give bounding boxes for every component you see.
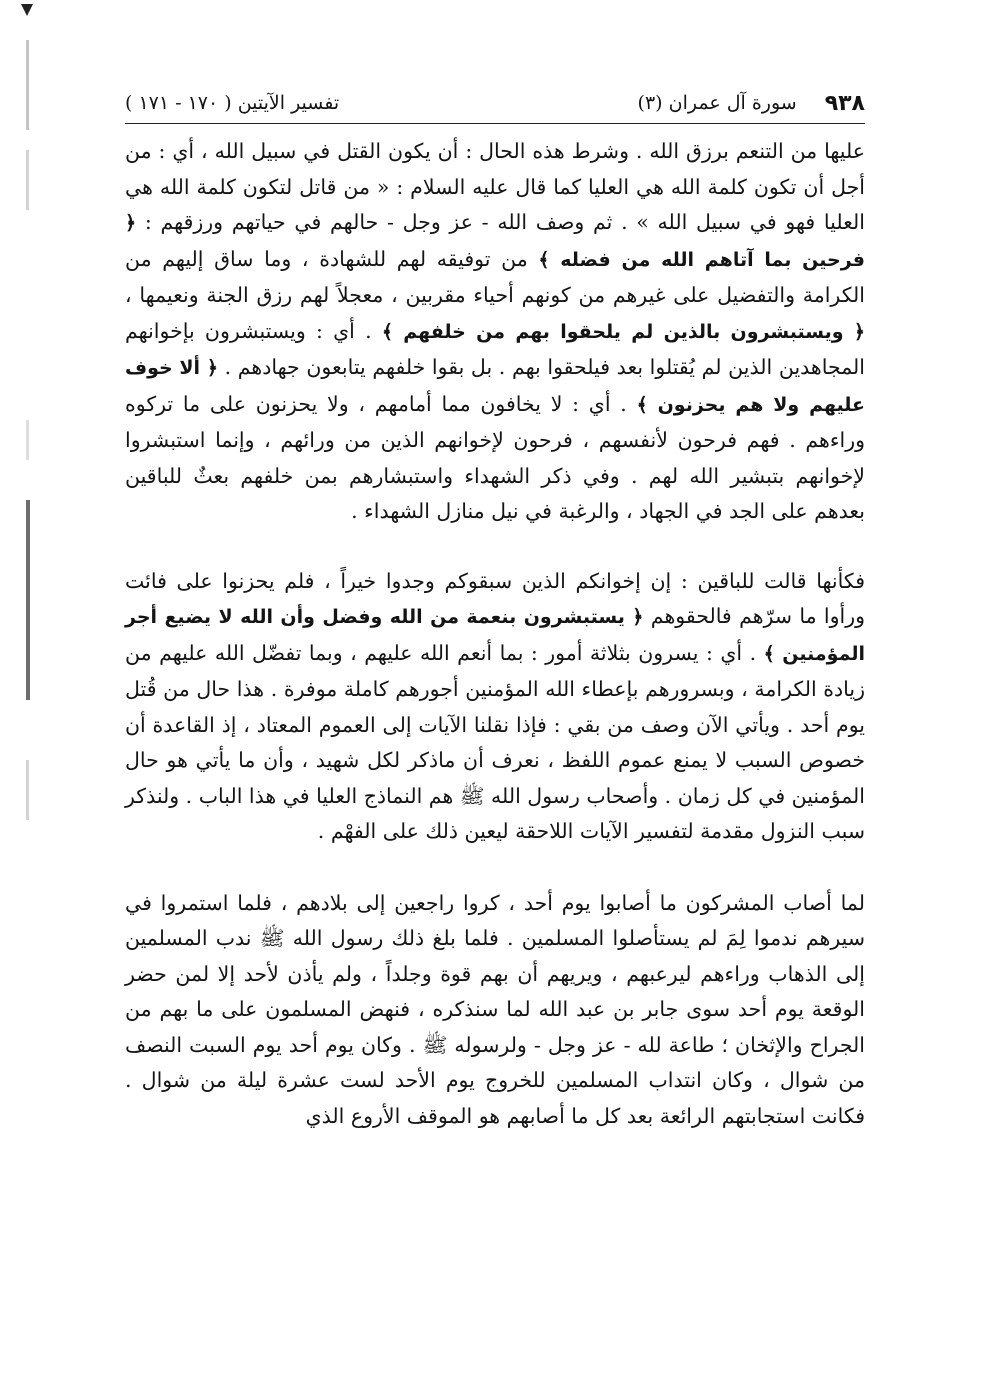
quran-verse: ﴿ ويستبشرون بالذين لم يلحقوا بهم من خلفهم ﴾ (381, 320, 865, 343)
book-page (125, 75, 865, 1134)
paragraph-1 (125, 134, 865, 530)
quran-verse: ﴿ فرحين بما آتاهم الله من فضله ﴾ (125, 212, 865, 271)
paragraph-text: عليها من التنعم برزق الله . وشرط هذه الحال : أن يكون القتل في سبيل الله ، أي : من أجل أن تكون كلمة الله هي العليا كما قال عليه السلام : « من قاتل لتكون كلمة الله هي العليا فهو في سبيل الله » . ثم وصف الله - عز وجل - حالهم في حياتهم ورزقهم : (125, 139, 865, 234)
paragraph-2 (125, 564, 865, 850)
quran-verse: ﴿ ألا خوف عليهم ولا هم يحزنون ﴾ (125, 357, 865, 416)
paragraph-text: لما أصاب المشركون ما أصابوا يوم أحد ، كروا راجعين إلى بلادهم ، فلما استمروا في سيرهم ندموا لِمَ لم يستأصلوا المسلمين . فلما بلغ ذلك رسول الله ﷺ ندب المسلمين إلى الذهاب وراءهم ليرعبهم ، ويريهم أن بهم قوة وجلداً ، ولم يأذن لأحد إلا لمن حضر الوقعة يوم أحد سوى جابر بن عبد الله لما سنذكره ، فنهض المسلمون على ما بهم من الجراح والإثخان ؛ طاعة لله - عز وجل - ولرسوله ﷺ . وكان يوم أحد يوم السبت النصف من شوال ، وكان انتداب المسلمين للخروج يوم الأحد لست عشرة ليلة من شوال . فكانت استجابتهم الرائعة بعد كل ما أصابهم هو الموقف الأروع الذي (125, 890, 865, 1128)
running-header (125, 75, 865, 124)
paragraph-text: . أي : يسرون بثلاثة أمور : بما أنعم الله عليهم ، وبما تفضّل الله عليهم من زيادة الكرامة ، وبسرورهم بإعطاء الله المؤمنين أجورهم كاملة موفرة . هذا حال من قُتل يوم أحد . ويأتي الآن وصف من بقي : فإذا نقلنا الآيات إلى العموم المعتاد ، إذ القاعدة أن خصوص السبب لا يمنع عموم اللفظ ، نعرف أن ماذكر لكل شهيد ، وأن ما يأتي هو حال المؤمنين في كل زمان . وأصحاب رسول الله ﷺ هم النماذج العليا في هذا الباب . ولنذكر سبب النزول مقدمة لتفسير الآيات اللاحقة ليعين ذلك على الفهْم . (125, 640, 865, 843)
paragraph-text: من توفيقه لهم للشهادة ، وما ساق إليهم من الكرامة والتفضيل على غيرهم من كونهم أحياء مقربين ، معجلاً لهم رزق الجنة ونعيمها ، (125, 246, 865, 307)
paragraph-3 (125, 886, 865, 1135)
paragraph-text: . أي : لا يخافون مما أمامهم ، ولا يحزنون على ما تركوه وراءهم . فهم فرحون لأنفسهم ، فرحون لإخوانهم الذين من ورائهم ، وإنما استبشروا لإخوانهم بتبشير الله لهم . وفي ذكر الشهداء واستبشارهم بمن خلفهم بعثٌ للباقين بعدهم على الجد في الجهاد ، والرغبة في نيل منازل الشهداء . (125, 391, 865, 523)
paragraph-text: فكأنها قالت للباقين : إن إخوانكم الذين سبقوكم وجدوا خيراً ، فلم يحزنوا على فائت ورأوا ما سرّهم فالحقوهم (125, 568, 865, 628)
scan-marker-icon (21, 4, 33, 16)
page-number: ٩٣٨ (824, 91, 865, 116)
scan-edge-artifact (18, 0, 40, 1400)
quran-verse: ﴿ يستبشرون بنعمة من الله وفضل وأن الله لا يضيع أجر المؤمنين ﴾ (125, 606, 865, 665)
section-title: تفسير الآيتين ( ١٧٠ - ١٧١ ) (125, 92, 340, 114)
page-body (125, 134, 865, 1134)
surah-title: (٣) سورة آل عمران (637, 92, 797, 114)
paragraph-text: . أي : ويستبشرون بإخوانهم المجاهدين الذين لم يُقتلوا بعد فيلحقوا بهم . بل بقوا خلفهم يتابعون جهادهم . (125, 318, 865, 379)
